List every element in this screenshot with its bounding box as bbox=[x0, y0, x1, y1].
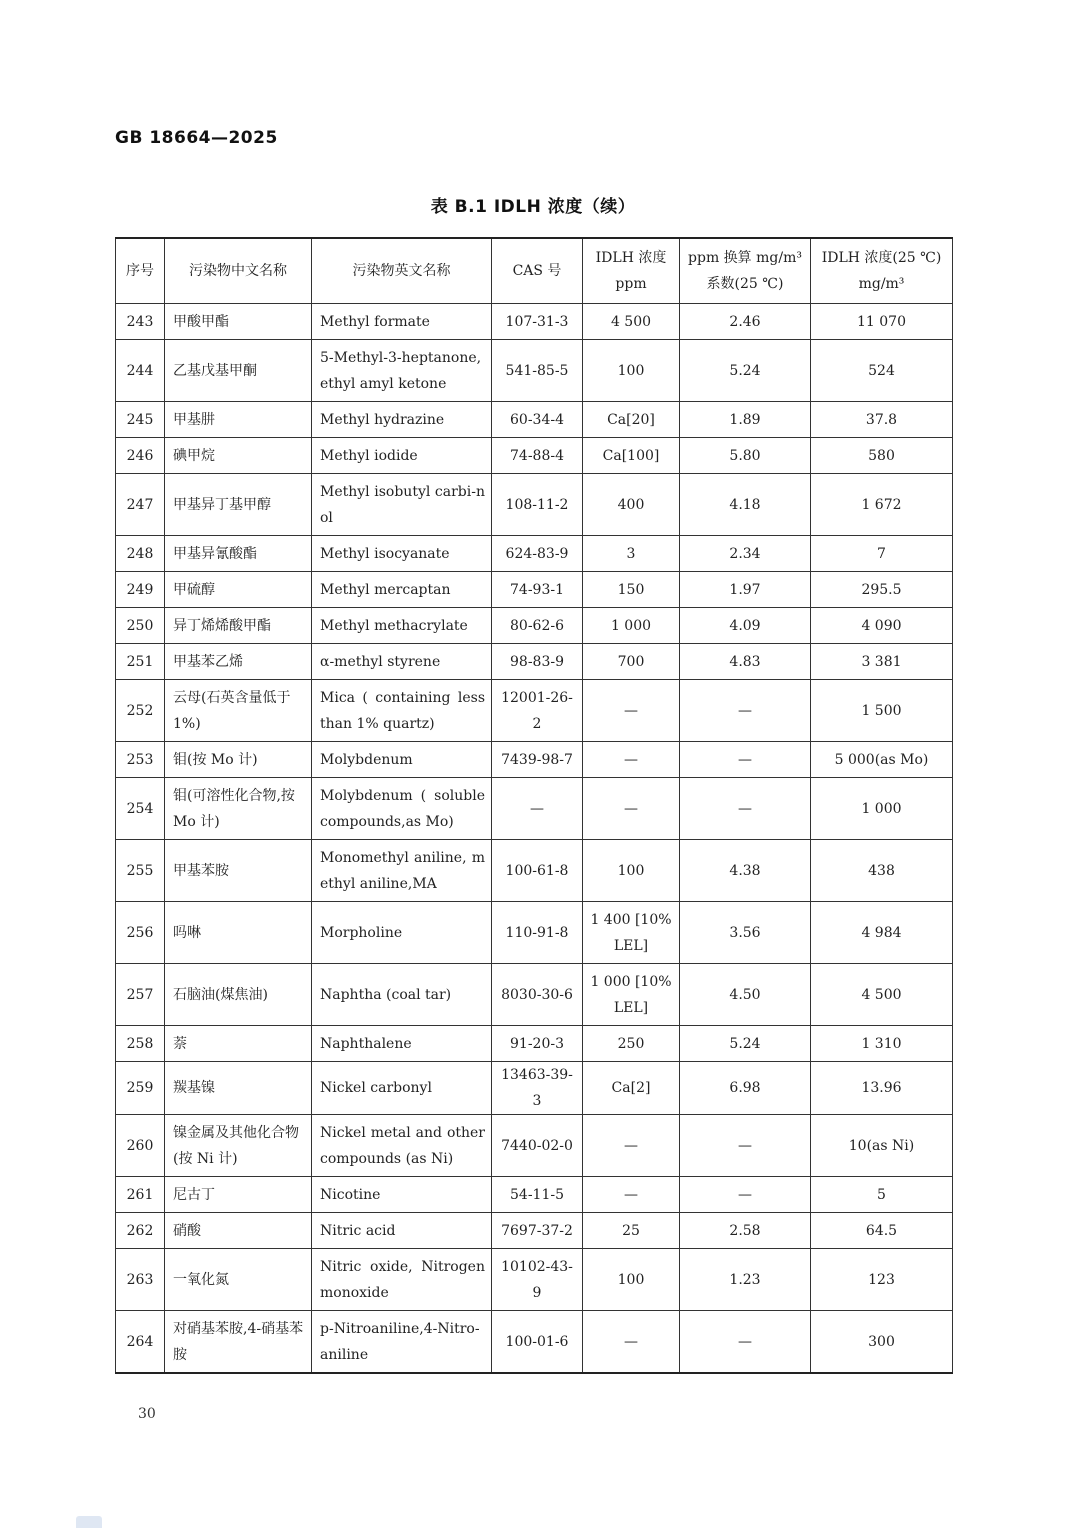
table-row bbox=[116, 1213, 953, 1249]
table-row bbox=[116, 1062, 953, 1115]
cas-number: — bbox=[492, 778, 583, 840]
row-number: 257 bbox=[116, 964, 165, 1026]
english-name: p-Nitroaniline,4-Nitro-aniline bbox=[312, 1311, 492, 1374]
idlh-ppm: 1 400 [10%LEL] bbox=[583, 902, 680, 964]
idlh-mg: 4 984 bbox=[811, 902, 953, 964]
cas-number: 107-31-3 bbox=[492, 304, 583, 340]
chinese-name: 一氧化氮 bbox=[165, 1249, 312, 1311]
table-row bbox=[116, 1177, 953, 1213]
chinese-name: 对硝基苯胺,4-硝基苯胺 bbox=[165, 1311, 312, 1374]
row-number: 243 bbox=[116, 304, 165, 340]
conversion-factor: 1.97 bbox=[680, 572, 811, 608]
chinese-name: 钼(可溶性化合物,按 Mo 计) bbox=[165, 778, 312, 840]
cas-number: 12001-26-2 bbox=[492, 680, 583, 742]
idlh-ppm: — bbox=[583, 742, 680, 778]
idlh-mg: 7 bbox=[811, 536, 953, 572]
column-header: ppm 换算 mg/m³ 系数(25 ℃) bbox=[680, 238, 811, 304]
idlh-mg: 1 310 bbox=[811, 1026, 953, 1062]
english-name: Nickel carbonyl bbox=[312, 1062, 492, 1115]
conversion-factor: 2.58 bbox=[680, 1213, 811, 1249]
idlh-ppm: 1 000 bbox=[583, 608, 680, 644]
row-number: 260 bbox=[116, 1115, 165, 1177]
idlh-mg: 10(as Ni) bbox=[811, 1115, 953, 1177]
idlh-mg: 300 bbox=[811, 1311, 953, 1374]
table-row bbox=[116, 964, 953, 1026]
idlh-ppm: 100 bbox=[583, 840, 680, 902]
cas-number: 91-20-3 bbox=[492, 1026, 583, 1062]
row-number: 247 bbox=[116, 474, 165, 536]
table-row bbox=[116, 778, 953, 840]
conversion-factor: — bbox=[680, 680, 811, 742]
idlh-ppm: 150 bbox=[583, 572, 680, 608]
chinese-name: 甲基苯胺 bbox=[165, 840, 312, 902]
column-header: 污染物中文名称 bbox=[165, 238, 312, 304]
row-number: 263 bbox=[116, 1249, 165, 1311]
table-row bbox=[116, 402, 953, 438]
idlh-mg: 64.5 bbox=[811, 1213, 953, 1249]
table-row bbox=[116, 474, 953, 536]
column-header: 污染物英文名称 bbox=[312, 238, 492, 304]
row-number: 245 bbox=[116, 402, 165, 438]
cas-number: 100-61-8 bbox=[492, 840, 583, 902]
chinese-name: 甲酸甲酯 bbox=[165, 304, 312, 340]
chinese-name: 碘甲烷 bbox=[165, 438, 312, 474]
row-number: 256 bbox=[116, 902, 165, 964]
cas-number: 7697-37-2 bbox=[492, 1213, 583, 1249]
chinese-name: 甲基异氰酸酯 bbox=[165, 536, 312, 572]
idlh-mg: 4 500 bbox=[811, 964, 953, 1026]
english-name: Methyl methacrylate bbox=[312, 608, 492, 644]
table-row bbox=[116, 536, 953, 572]
idlh-ppm: 250 bbox=[583, 1026, 680, 1062]
english-name: Mica ( containing less than 1% quartz) bbox=[312, 680, 492, 742]
idlh-mg: 524 bbox=[811, 340, 953, 402]
idlh-ppm: 4 500 bbox=[583, 304, 680, 340]
column-header: IDLH 浓度 ppm bbox=[583, 238, 680, 304]
scan-corner-mark bbox=[76, 1516, 102, 1528]
conversion-factor: 4.50 bbox=[680, 964, 811, 1026]
english-name: Morpholine bbox=[312, 902, 492, 964]
english-name: Naphthalene bbox=[312, 1026, 492, 1062]
english-name: 5-Methyl-3-heptanone, ethyl amyl ketone bbox=[312, 340, 492, 402]
cas-number: 7440-02-0 bbox=[492, 1115, 583, 1177]
cas-number: 54-11-5 bbox=[492, 1177, 583, 1213]
idlh-mg: 4 090 bbox=[811, 608, 953, 644]
column-header: IDLH 浓度(25 ℃) mg/m³ bbox=[811, 238, 953, 304]
chinese-name: 甲基异丁基甲醇 bbox=[165, 474, 312, 536]
table-title: 表 B.1 IDLH 浓度（续） bbox=[430, 197, 636, 217]
idlh-mg: 1 500 bbox=[811, 680, 953, 742]
english-name: Nitric acid bbox=[312, 1213, 492, 1249]
table-row bbox=[116, 680, 953, 742]
english-name: α-methyl styrene bbox=[312, 644, 492, 680]
conversion-factor: 1.23 bbox=[680, 1249, 811, 1311]
conversion-factor: — bbox=[680, 778, 811, 840]
conversion-factor: 3.56 bbox=[680, 902, 811, 964]
chinese-name: 钼(按 Mo 计) bbox=[165, 742, 312, 778]
idlh-mg: 295.5 bbox=[811, 572, 953, 608]
row-number: 264 bbox=[116, 1311, 165, 1374]
chinese-name: 乙基戊基甲酮 bbox=[165, 340, 312, 402]
cas-number: 110-91-8 bbox=[492, 902, 583, 964]
conversion-factor: 5.24 bbox=[680, 1026, 811, 1062]
chinese-name: 甲基肼 bbox=[165, 402, 312, 438]
cas-number: 100-01-6 bbox=[492, 1311, 583, 1374]
table-row bbox=[116, 608, 953, 644]
chinese-name: 云母(石英含量低于 1%) bbox=[165, 680, 312, 742]
english-name: Methyl isobutyl carbi-nol bbox=[312, 474, 492, 536]
chinese-name: 萘 bbox=[165, 1026, 312, 1062]
idlh-mg: 1 000 bbox=[811, 778, 953, 840]
idlh-mg: 123 bbox=[811, 1249, 953, 1311]
idlh-mg: 13.96 bbox=[811, 1062, 953, 1115]
english-name: Methyl mercaptan bbox=[312, 572, 492, 608]
row-number: 252 bbox=[116, 680, 165, 742]
conversion-factor: 5.80 bbox=[680, 438, 811, 474]
table-row bbox=[116, 1026, 953, 1062]
cas-number: 7439-98-7 bbox=[492, 742, 583, 778]
chinese-name: 甲基苯乙烯 bbox=[165, 644, 312, 680]
english-name: Nickel metal and other compounds (as Ni) bbox=[312, 1115, 492, 1177]
conversion-factor: — bbox=[680, 1177, 811, 1213]
chinese-name: 镍金属及其他化合物(按 Ni 计) bbox=[165, 1115, 312, 1177]
english-name: Monomethyl aniline, methyl aniline,MA bbox=[312, 840, 492, 902]
conversion-factor: — bbox=[680, 742, 811, 778]
conversion-factor: 2.46 bbox=[680, 304, 811, 340]
cas-number: 624-83-9 bbox=[492, 536, 583, 572]
idlh-ppm: — bbox=[583, 1311, 680, 1374]
english-name: Naphtha (coal tar) bbox=[312, 964, 492, 1026]
idlh-ppm: Ca[100] bbox=[583, 438, 680, 474]
table-row bbox=[116, 304, 953, 340]
idlh-mg: 1 672 bbox=[811, 474, 953, 536]
chinese-name: 甲硫醇 bbox=[165, 572, 312, 608]
idlh-ppm: — bbox=[583, 680, 680, 742]
english-name: Nicotine bbox=[312, 1177, 492, 1213]
row-number: 259 bbox=[116, 1062, 165, 1115]
conversion-factor: — bbox=[680, 1115, 811, 1177]
cas-number: 10102-43-9 bbox=[492, 1249, 583, 1311]
english-name: Methyl formate bbox=[312, 304, 492, 340]
row-number: 253 bbox=[116, 742, 165, 778]
row-number: 250 bbox=[116, 608, 165, 644]
row-number: 261 bbox=[116, 1177, 165, 1213]
table-row bbox=[116, 644, 953, 680]
row-number: 251 bbox=[116, 644, 165, 680]
english-name: Molybdenum ( soluble compounds,as Mo) bbox=[312, 778, 492, 840]
english-name: Nitric oxide, Nitrogen monoxide bbox=[312, 1249, 492, 1311]
cas-number: 98-83-9 bbox=[492, 644, 583, 680]
idlh-ppm: 400 bbox=[583, 474, 680, 536]
row-number: 258 bbox=[116, 1026, 165, 1062]
conversion-factor: 5.24 bbox=[680, 340, 811, 402]
cas-number: 74-88-4 bbox=[492, 438, 583, 474]
chinese-name: 异丁烯烯酸甲酯 bbox=[165, 608, 312, 644]
conversion-factor: 4.09 bbox=[680, 608, 811, 644]
idlh-ppm: 100 bbox=[583, 1249, 680, 1311]
cas-number: 60-34-4 bbox=[492, 402, 583, 438]
row-number: 255 bbox=[116, 840, 165, 902]
idlh-mg: 580 bbox=[811, 438, 953, 474]
idlh-ppm: Ca[2] bbox=[583, 1062, 680, 1115]
table-row bbox=[116, 742, 953, 778]
column-header: CAS 号 bbox=[492, 238, 583, 304]
idlh-mg: 11 070 bbox=[811, 304, 953, 340]
column-header: 序号 bbox=[116, 238, 165, 304]
cas-number: 541-85-5 bbox=[492, 340, 583, 402]
idlh-mg: 3 381 bbox=[811, 644, 953, 680]
table-row bbox=[116, 572, 953, 608]
english-name: Methyl iodide bbox=[312, 438, 492, 474]
conversion-factor: 4.38 bbox=[680, 840, 811, 902]
idlh-ppm: — bbox=[583, 778, 680, 840]
row-number: 246 bbox=[116, 438, 165, 474]
table-header-row bbox=[116, 238, 953, 304]
conversion-factor: — bbox=[680, 1311, 811, 1374]
conversion-factor: 2.34 bbox=[680, 536, 811, 572]
idlh-table bbox=[115, 237, 953, 1374]
idlh-ppm: — bbox=[583, 1177, 680, 1213]
idlh-mg: 5 000(as Mo) bbox=[811, 742, 953, 778]
cas-number: 74-93-1 bbox=[492, 572, 583, 608]
table-row bbox=[116, 1115, 953, 1177]
row-number: 262 bbox=[116, 1213, 165, 1249]
page-number: 30 bbox=[138, 1406, 156, 1422]
cas-number: 108-11-2 bbox=[492, 474, 583, 536]
table-row bbox=[116, 902, 953, 964]
row-number: 254 bbox=[116, 778, 165, 840]
row-number: 244 bbox=[116, 340, 165, 402]
conversion-factor: 6.98 bbox=[680, 1062, 811, 1115]
table-row bbox=[116, 1311, 953, 1374]
english-name: Molybdenum bbox=[312, 742, 492, 778]
table-row bbox=[116, 340, 953, 402]
chinese-name: 吗啉 bbox=[165, 902, 312, 964]
chinese-name: 石脑油(煤焦油) bbox=[165, 964, 312, 1026]
table-row bbox=[116, 840, 953, 902]
cas-number: 13463-39-3 bbox=[492, 1062, 583, 1115]
idlh-ppm: Ca[20] bbox=[583, 402, 680, 438]
table-row bbox=[116, 438, 953, 474]
idlh-ppm: 1 000 [10%LEL] bbox=[583, 964, 680, 1026]
conversion-factor: 4.18 bbox=[680, 474, 811, 536]
english-name: Methyl isocyanate bbox=[312, 536, 492, 572]
row-number: 249 bbox=[116, 572, 165, 608]
chinese-name: 硝酸 bbox=[165, 1213, 312, 1249]
chinese-name: 羰基镍 bbox=[165, 1062, 312, 1115]
table-row bbox=[116, 1249, 953, 1311]
standard-code: GB 18664—2025 bbox=[115, 128, 278, 148]
cas-number: 80-62-6 bbox=[492, 608, 583, 644]
idlh-ppm: 3 bbox=[583, 536, 680, 572]
idlh-ppm: 700 bbox=[583, 644, 680, 680]
idlh-mg: 5 bbox=[811, 1177, 953, 1213]
conversion-factor: 4.83 bbox=[680, 644, 811, 680]
cas-number: 8030-30-6 bbox=[492, 964, 583, 1026]
idlh-ppm: 100 bbox=[583, 340, 680, 402]
idlh-ppm: 25 bbox=[583, 1213, 680, 1249]
idlh-ppm: — bbox=[583, 1115, 680, 1177]
conversion-factor: 1.89 bbox=[680, 402, 811, 438]
idlh-mg: 37.8 bbox=[811, 402, 953, 438]
chinese-name: 尼古丁 bbox=[165, 1177, 312, 1213]
row-number: 248 bbox=[116, 536, 165, 572]
idlh-mg: 438 bbox=[811, 840, 953, 902]
english-name: Methyl hydrazine bbox=[312, 402, 492, 438]
